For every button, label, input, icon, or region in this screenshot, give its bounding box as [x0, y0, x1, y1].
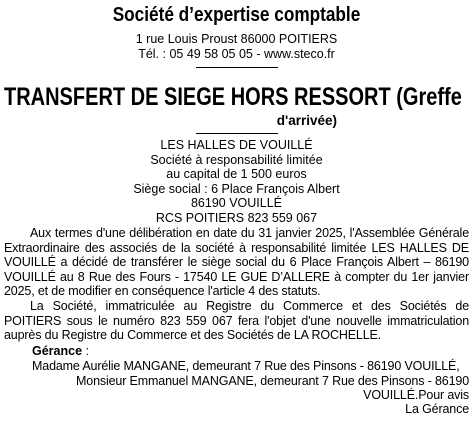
- company-legal-form: Société à responsabilité limitée: [150, 153, 323, 167]
- firm-contact: Tél. : 05 49 58 05 05 - www.steco.fr: [138, 47, 335, 61]
- body-paragraph-transfer: [4, 226, 469, 299]
- signature-line: La Gérance: [405, 402, 469, 416]
- divider-top: [196, 67, 278, 68]
- notice-headline-continuation: d'arrivée): [276, 113, 337, 128]
- closing-line: VOUILLÉ.Pour avis: [363, 388, 469, 402]
- management-heading: [32, 344, 89, 359]
- management-heading-suffix: :: [82, 344, 89, 358]
- company-capital: au capital de 1 500 euros: [166, 167, 307, 181]
- company-rcs: RCS POITIERS 823 559 067: [155, 211, 318, 225]
- management-heading-label: Gérance: [32, 344, 83, 358]
- body-paragraph-registration: [4, 299, 469, 343]
- manager-1: Madame Aurélie MANGANE, demeurant 7 Rue des Pinsons - 86190 VOUILLÉ,: [32, 359, 460, 373]
- company-postcode-city: 86190 VOUILLÉ: [190, 196, 283, 210]
- paragraph-text: Aux termes d'une délibération en date du 31 janvier 2025, l'Assemblée Générale Extraordinaire des associés de la société à responsabilité limitée LES HALLES DE VOUILLÉ a décidé de transférer le siège social du 6 Place François Albert – 86190 VOUILLÉ au 8 Rue des Fours - 17540 LE GUE D’ALLERE à compter du 1er janvier 2025, et de modifier en conséquence l'article 4 des statuts.: [4, 226, 469, 299]
- company-name: LES HALLES DE VOUILLÉ: [160, 138, 313, 152]
- paragraph-text: La Société, immatriculée au Registre du Commerce et des Sociétés de POITIERS sous le numéro 823 559 067 fera l'objet d'une nouvelle immatriculation auprès du Registre du Commerce et des Sociétés de LA ROCHELLE.: [4, 299, 469, 343]
- firm-address: 1 rue Louis Proust 86000 POITIERS: [135, 32, 338, 46]
- notice-headline: TRANSFERT DE SIEGE HORS RESSORT (Greffe: [4, 83, 462, 111]
- company-registered-office: Siège social : 6 Place François Albert: [133, 182, 340, 196]
- firm-name: Société d’expertise comptable: [112, 4, 361, 26]
- manager-2: Monsieur Emmanuel MANGANE, demeurant 7 Rue des Pinsons - 86190: [76, 374, 469, 388]
- divider-bottom: [196, 133, 278, 134]
